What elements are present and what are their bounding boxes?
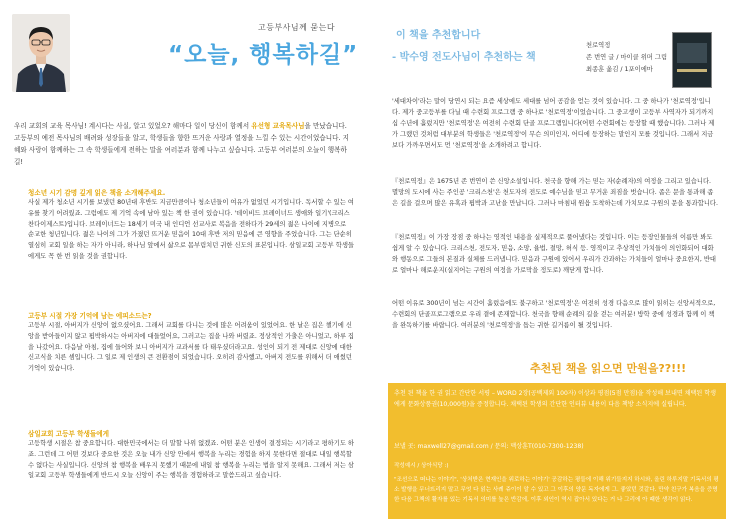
pastor-photo: [12, 14, 70, 92]
book-cover-image: [672, 32, 712, 88]
answer-2: 고등부 시절, 아버지가 신앙이 없으셨어요. 그래서 교회를 다니는 것에 많은 어려움이 있었어요. 한 날은 집은 챌기에 신앙을 받아들이지 않고 핍박하시는 아버지에 대들었어요, 그러고는 집을 나와 버렸죠. 정상적인 가출은 아니었고, 하루 집을 나갔어요. 다음날 아침, 집에 들어와 보니 아버지가 교과서를 다 태우셨더라고요. 성인이 되기 전 제대로 신앙에 대한 신고식을 치른 셈입니다. 그 일로 제 인생의 큰 전환점이 되었습니다. 오히려 감사했고, 아버지 전도를 위해서 더 애썼던 기억이 있습니다.: [28, 322, 355, 373]
event-description: 추천 된 책을 한 권 읽고 간단한 서평 – WORD 2장(공백제외 100자) 이상과 평점(5점 만점)을 작성해 보내면 채택된 학생에게 문화상품권(10,000원)을 증정합니다. 채택된 학생의 간단한 인터뷰 내용이 다음 책방 소식지에 실립니다.: [394, 390, 717, 408]
answer-3: 고등학생 시절은 참 중요합니다. 대한민국에서는 더 말할 나위 없겠죠. 어떤 분은 인생이 결정되는 시기라고 평하기도 하죠. 그런데 그 어떤 것보다 중요한 것은 오늘 내가 신앙 안에서 행복을 누리는 경험을 하지 못한다면 절대로 내일 행복할 수 없다는 사실입니다. 신앙의 참 행복을 배우지 못했기 때문에 내일 참 행복을 누리는 법을 알지 못해요. 그래서 저는 삼일교회 고등부 학생들에게 반드시 오늘 신앙이 주는 행복을 경험하라고 말씀드리고 싶습니다.: [28, 440, 355, 480]
interview-subheading: 고등부사님께 묻는다: [258, 23, 336, 32]
question-1: 청소년 시기 감명 깊게 읽은 책을 소개해주세요.: [28, 189, 166, 197]
question-3: 삼일교회 고등부 학생들에게: [28, 430, 110, 438]
review-paragraph-2: 『천로역정』은 1675년 존 번연이 쓴 신앙소설입니다. 천국을 향해 가는 믿는 자(순례자)의 여정을 그리고 있습니다. 멸망의 도시에 사는 주인공 '크리스천'은 천도자의 전도로 예수님을 믿고 무거운 죄짐을 벗습니다. 좁은 문을 통과해 좁은 길을 걸으며 많은 유혹과 핍박과 고난을 만납니다. 그러나 마침내 원읍 도착하는데 가치모로 구원의 문을 통과합니다.: [392, 178, 719, 207]
interview-heading: “오늘, 행복하길”: [168, 42, 359, 68]
answer-1: 사실 제가 청소년 시기를 보냈던 80년대 후반도 지금만큼이나 청소년들이 여유가 없었던 시기입니다. 독서할 수 있는 여유를 찾기 어려웠죠. 그럼에도 제 기억 속에 남아 있는 책 한 권이 있습니다. '데이비드 브레이너드 생애와 일기'(크리스찬다이제스트)입니다. 브레이너드는 18세기 미국 내 인디언 선교사로 복음을 전하다가 29세의 젊은 나이에 지병으로 순교한 청년입니다. 젊은 나이의 그가 가졌던 뜨거운 믿음이 10대 후반 저의 믿음에 큰 영향을 주었습니다. 그는 단순히 열심히 교회 일을 하는 자가 아니라, 하나님 앞에서 삶으로 몸부림치던 귀한 신도의 표본입니다. 삼일교회 고등부 학생들에게도 꼭 한 번 읽을 것을 권합니다.: [28, 199, 355, 260]
review-paragraph-3: 『천로역정』이 가장 장점 중 하나는 영적인 내용을 실제적으로 풀어냈다는 것입니다. 이는 등장인물들의 이름만 봐도 쉽게 알 수 있습니다. 크리스천, 전도자, 믿음, 소망, 율법, 절망, 허식 등. 영적이고 추상적인 가치들이 의인화되어 대화와 행동으로 그들의 본질과 실체를 드러냅니다. 믿음과 구원에 있어서 우리가 간과하는 가치들이 얼마나 중요한지, 반대로 얼마나 해로운지(실지어는 구원의 여정을 가로막을 정도로) 깨닫게 합니다.: [392, 234, 716, 274]
review-paragraph-1: '세대차이'라는 말이 당연시 되는 요즘 세상에도 세대를 넘어 공감을 얻는 것이 있습니다. 그 중 하나가 '천로역정'입니다. 제가 중고등부를 다닐 때 수련회 프로그램 중 하나로 '천로역정'이었습니다. 그 중고생이 고등부 사역자가 되기까지 십 수년에 흘렀지만 '천로역정'은 여전히 수련회 단골 프로그램입니다(어떤 수련회에는 등장할 때 했습니다). 그러나 제가 그랬던 것처럼 대부분의 학생들은 '천로역정'이 무슨 의미인지, 어디에 등장하는 말인지 모를 것입니다. 그래서 지금보다 가까우면서도 먼 '천로역정'을 소개하려고 합니다.: [392, 98, 715, 149]
intro-paragraph: [14, 120, 354, 168]
reward-headline: 추천된 책을 읽으면 만원을??!!!: [530, 362, 687, 375]
book-cover-title-mark: [677, 69, 707, 72]
event-info-box: [388, 383, 726, 519]
event-contact: 보낼 곳: maxwell27@gmail.com / 문의: 맥상훈T(010-7300-1238): [394, 443, 584, 450]
book-author: 존 번연 글 / 마이클 위머 그림: [586, 54, 668, 61]
book-cover-illustration: [677, 43, 707, 63]
portrait-image: [12, 14, 70, 92]
book-title: 천로역정: [586, 42, 611, 49]
example-title: 작성예시 / 상아식당 :): [394, 463, 449, 469]
recommend-subtitle: - 박수영 전도사님이 추천하는 책: [392, 52, 536, 63]
book-translator: 최종훈 옮김 / 1포이에마: [586, 66, 653, 73]
intro-highlight: 유선형 교육목사님: [251, 122, 305, 130]
right-page: [370, 0, 740, 523]
intro-text-end: 을 만났습니다. 고등부의 예전 목사님의 배려와 성장들을 알고, 학생들을 향한 뜨거운 사랑과 열정을 느낄 수 있는 시간이었습니다. 지혜와 사랑이 함께하는 그 속 학생들에게 전하는 말을 여러분과 함께 나누고 싶습니다. 고등부 여러분의 오늘이 행복하길!: [14, 122, 349, 166]
intro-text-start: 우리 교회의 교육 목사님! 계시다는 사실, 알고 있었오? 해마다 일이 당신이 함께서: [14, 122, 252, 130]
question-2: 고등부 시절 가장 기억에 남는 에피소드는?: [28, 312, 152, 320]
example-text: "조선으로 떠나는 이야기", '상처받은 현재인을 위로하는 이야기' 공감하는 평들에 이해 위기들지지 하시와, 올린 하루지말 기독서의 평소 발행을 무너뜨리지 말고 무엇 다 읽는 사례 쥬이이 알 수 있고 그 이후의 양문 독자에게 그. 좋았던 것같다. 만약 친구가 복음을 증명한 다음 그책의 활자를 있는 기독서 의미를 높은 반감에, 이후 외인이 역시 잡아서 있다는 거 나 그리에 아 때한 생각이 읽다.: [394, 477, 719, 503]
review-paragraph-4: 어떤 이유로 300년이 넘는 시간이 흘렀음에도 불구하고 '천로역정'은 여전히 성경 다음으로 많이 읽히는 신앙서적으로, 수련회의 단골프로그램으로 우리 곁에 존재합니다. 천국을 향해 순례의 길을 걷는 여러분! 방학 중에 성경과 함께 이 책을 완독하기를 바랍니다. 여러분의 '천로역정'을 돕는 귀한 길거름이 될 것입니다.: [392, 300, 716, 329]
recommend-title: 이 책을 추천합니다: [396, 30, 481, 41]
book-info: [586, 40, 667, 76]
